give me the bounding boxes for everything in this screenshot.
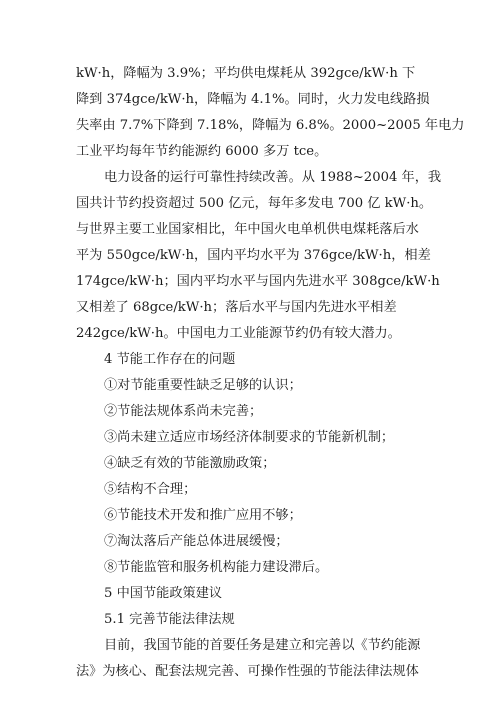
text-line: 目前，我国节能的首要任务是建立和完善以《节约能源 (104, 638, 421, 653)
text-line: 与世界主要工业国家相比，年中国火电单机供电煤耗落后水 (76, 222, 419, 237)
text-line: 降到 374gce/kW·h，降幅为 4.1%。同时，火力发电线路损 (76, 92, 430, 107)
list-item: ⑤结构不合理； (104, 482, 197, 497)
list-item: ⑧节能监管和服务机构能力建设滞后。 (104, 560, 329, 575)
list-item: ④缺乏有效的节能激励政策； (104, 456, 276, 471)
text-line: 又相差了 68gce/kW·h；落后水平与国内先进水平相差 (76, 300, 397, 315)
text-line: 平为 550gce/kW·h，国内平均水平为 376gce/kW·h，相差 (76, 248, 431, 263)
list-item: ①对节能重要性缺乏足够的认识； (104, 378, 302, 393)
text-line: 工业平均每年节约能源约 6000 多万 tce。 (76, 144, 328, 159)
text-line: 法》为核心、配套法规完善、可操作性强的节能法律法规体 (76, 664, 419, 679)
list-item: ②节能法规体系尚未完善； (104, 404, 263, 419)
text-line: 242gce/kW·h。中国电力工业能源节约仍有较大潜力。 (76, 326, 401, 341)
text-line: 电力设备的运行可靠性持续改善。从 1988~2004 年，我 (104, 170, 442, 185)
section-heading: 4 节能工作存在的问题 (104, 352, 236, 367)
text-line: kW·h，降幅为 3.9%；平均供电煤耗从 392gce/kW·h 下 (76, 66, 416, 81)
list-item: ⑥节能技术开发和推广应用不够； (104, 508, 302, 523)
text-line: 失率由 7.7%下降到 7.18%，降幅为 6.8%。2000~2005 年电力 (76, 118, 465, 133)
text-line: 174gce/kW·h；国内平均水平与国内先进水平 308gce/kW·h (76, 274, 440, 289)
text-line: 国共计节约投资超过 500 亿元，每年多发电 700 亿 kW·h。 (76, 196, 433, 211)
section-heading: 5 中国节能政策建议 (104, 586, 223, 601)
list-item: ⑦淘汰落后产能总体进展缓慢； (104, 534, 289, 549)
list-item: ③尚未建立适应市场经济体制要求的节能新机制； (104, 430, 395, 445)
subsection-heading: 5.1 完善节能法律法规 (104, 612, 235, 627)
